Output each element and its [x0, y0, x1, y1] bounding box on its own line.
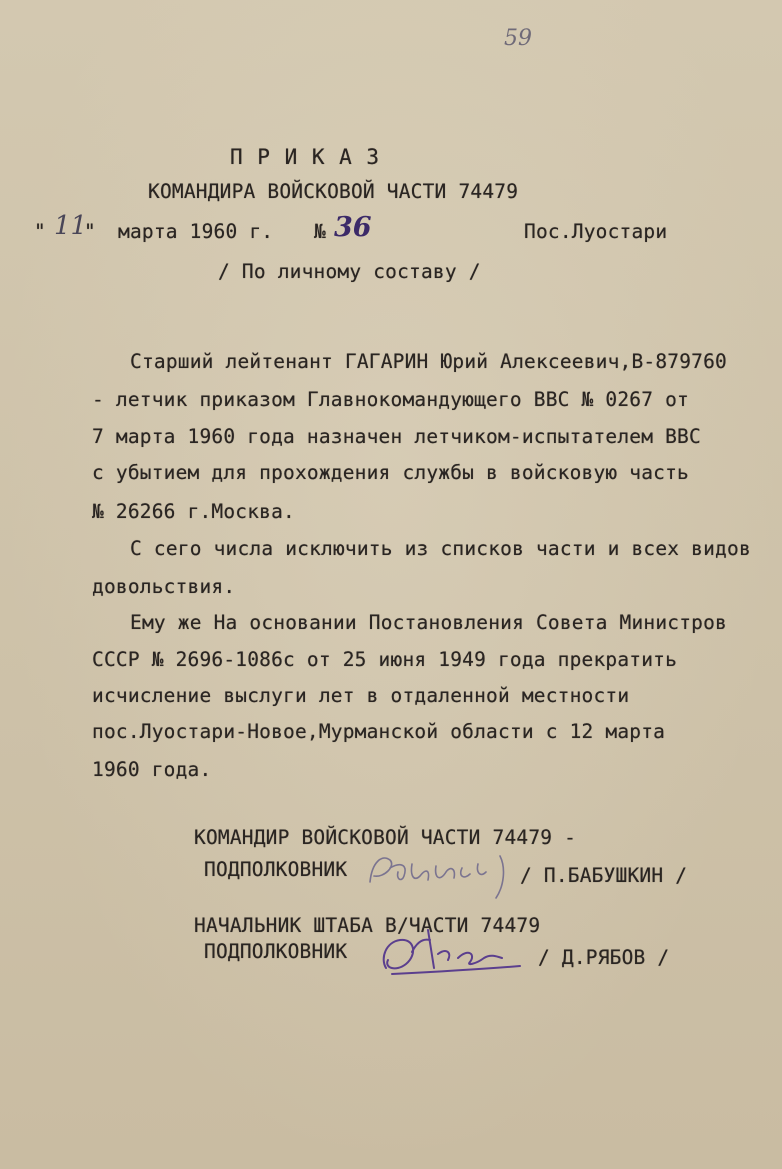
body-line: - летчик приказом Главнокомандующего ВВС № 0267 от: [92, 388, 689, 411]
date-open-quote: ": [34, 220, 46, 243]
body-line: 7 марта 1960 года назначен летчиком-испытателем ВВС: [92, 425, 701, 448]
body-line: 1960 года.: [92, 758, 212, 781]
date-month-year: марта 1960 г.: [118, 220, 274, 243]
chief-rank: ПОДПОЛКОВНИК: [204, 940, 348, 963]
commander-name: / П.БАБУШКИН /: [520, 864, 688, 887]
body-line: № 26266 г.Москва.: [92, 500, 295, 523]
date-day: 11: [54, 211, 88, 241]
commander-signature: [360, 842, 530, 900]
body-line: исчисление выслуги лет в отдаленной местности: [92, 684, 630, 707]
chief-name: / Д.РЯБОВ /: [538, 946, 670, 969]
sheet-number: 59: [504, 26, 532, 51]
body-line: довольствия.: [92, 575, 236, 598]
commander-title: КОМАНДИР ВОЙСКОВОЙ ЧАСТИ 74479 -: [194, 826, 577, 849]
body-line: СССР № 2696-1086с от 25 июня 1949 года прекратить: [92, 648, 678, 671]
chief-signature: [372, 918, 532, 980]
chief-title: НАЧАЛЬНИК ШТАБА В/ЧАСТИ 74479: [194, 914, 541, 937]
number-sign: №: [314, 220, 326, 243]
body-line: С сего числа исключить из списков части и всех видов: [130, 537, 751, 560]
body-line: с убытием для прохождения службы в войсковую часть: [92, 461, 689, 484]
commander-rank: ПОДПОЛКОВНИК: [204, 858, 348, 881]
order-number: 36: [334, 212, 372, 243]
order-subtitle: КОМАНДИРА ВОЙСКОВОЙ ЧАСТИ 74479: [148, 180, 519, 203]
date-close-quote: ": [84, 220, 96, 243]
order-location: Пос.Луостари: [524, 220, 668, 243]
order-title: П Р И К А З: [230, 145, 381, 169]
body-line: Старший лейтенант ГАГАРИН Юрий Алексеевич,В-879760: [130, 350, 727, 373]
body-line: пос.Луостари-Новое,Мурманской области с 12 марта: [92, 720, 666, 743]
order-category: / По личному составу /: [218, 260, 481, 283]
body-line: Ему же На основании Постановления Совета Министров: [130, 611, 727, 634]
